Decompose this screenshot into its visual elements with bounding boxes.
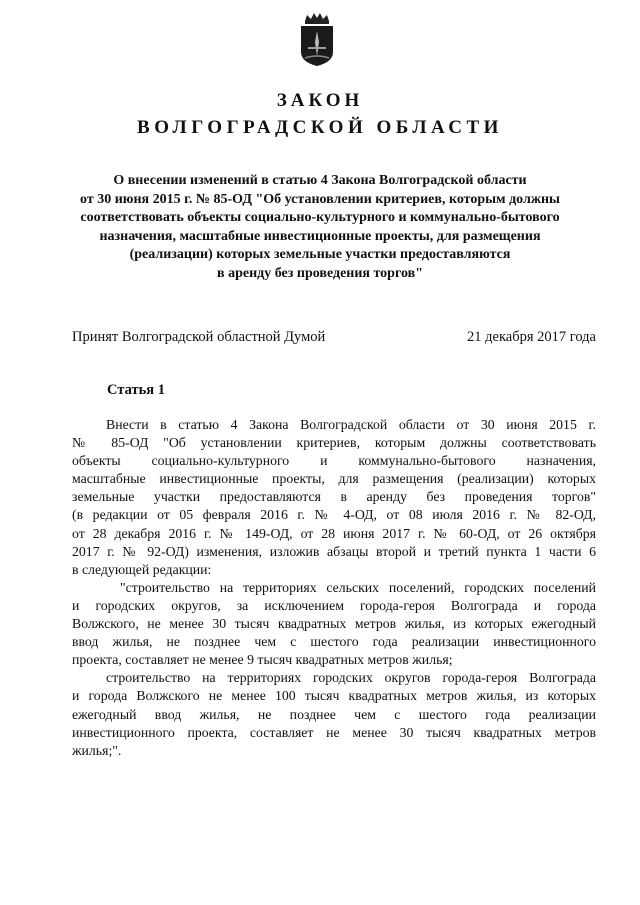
body-line: от 28 декабря 2016 г. № 149-ОД, от 28 июня 2017 г. № 60-ОД, от 26 октября [72,525,596,541]
body-line: проекта, составляет не менее 9 тысяч квадратных метров жилья; [72,652,453,668]
body-line: строительство на территориях городских округов города-героя Волгограда [106,670,596,686]
adoption-date: 21 декабря 2017 года [467,329,596,345]
body-line: жилья;". [72,742,122,758]
body-line: (в редакции от 05 февраля 2016 г. № 4-ОД, от 08 июля 2016 г. № 82-ОД, [72,507,596,523]
body-line: ввод жилья, не позднее чем с шестого года реализации инвестиционного [72,634,596,650]
article-heading: Статья 1 [107,382,165,398]
article-body [72,416,596,760]
body-line: 2017 г. № 92-ОД) изменения, изложив абзацы второй и третий пункта 1 части 6 [72,543,596,559]
subject-line: от 30 июня 2015 г. № 85-ОД "Об установлении критериев, которым должны [80,191,560,207]
body-line: земельные участки предоставляются в аренду без проведения торгов" [72,489,596,505]
body-line: и городских округов, за исключением города-героя Волгограда и города [72,597,596,613]
body-line: масштабные инвестиционные проекты, для размещения (реализации) которых [72,471,596,487]
subject-line: назначения, масштабные инвестиционные проекты, для размещения [99,228,541,244]
body-line: "строительство на территориях сельских поселений, городских поселений [120,579,596,595]
body-line: ежегодный ввод жилья, не позднее чем с шестого года реализации [72,706,596,722]
subject-line: О внесении изменений в статью 4 Закона Волгоградской области [113,173,527,188]
body-line: № 85-ОД "Об установлении критериев, которым должны соответствовать [72,435,596,451]
subject-line: соответствовать объекты социально-культурного и коммунально-бытового [80,210,560,225]
adopted-by: Принят Волгоградской областной Думой [72,329,326,345]
body-line: объекты социально-культурного и коммунально-бытового назначения, [72,453,596,469]
body-line: Внести в статью 4 Закона Волгоградской области от 30 июня 2015 г. [106,417,596,432]
law-region-title: ВОЛГОГРАДСКОЙ ОБЛАСТИ [137,117,503,138]
body-line: в следующей редакции: [72,561,212,577]
subject-line: (реализации) которых земельные участки предоставляются [129,247,511,262]
law-subject [60,172,580,283]
body-line: и города Волжского не менее 100 тысяч квадратных метров жилья, из которых [72,688,596,704]
body-line: инвестиционного проекта, составляет не менее 30 тысяч квадратных метров [72,724,596,740]
law-title: ЗАКОН [276,90,364,111]
body-line: Волжского, не менее 30 тысяч квадратных метров жилья, из которых ежегодный [72,616,596,632]
subject-line: в аренду без проведения торгов" [217,265,423,281]
coat-of-arms-icon [297,12,337,68]
